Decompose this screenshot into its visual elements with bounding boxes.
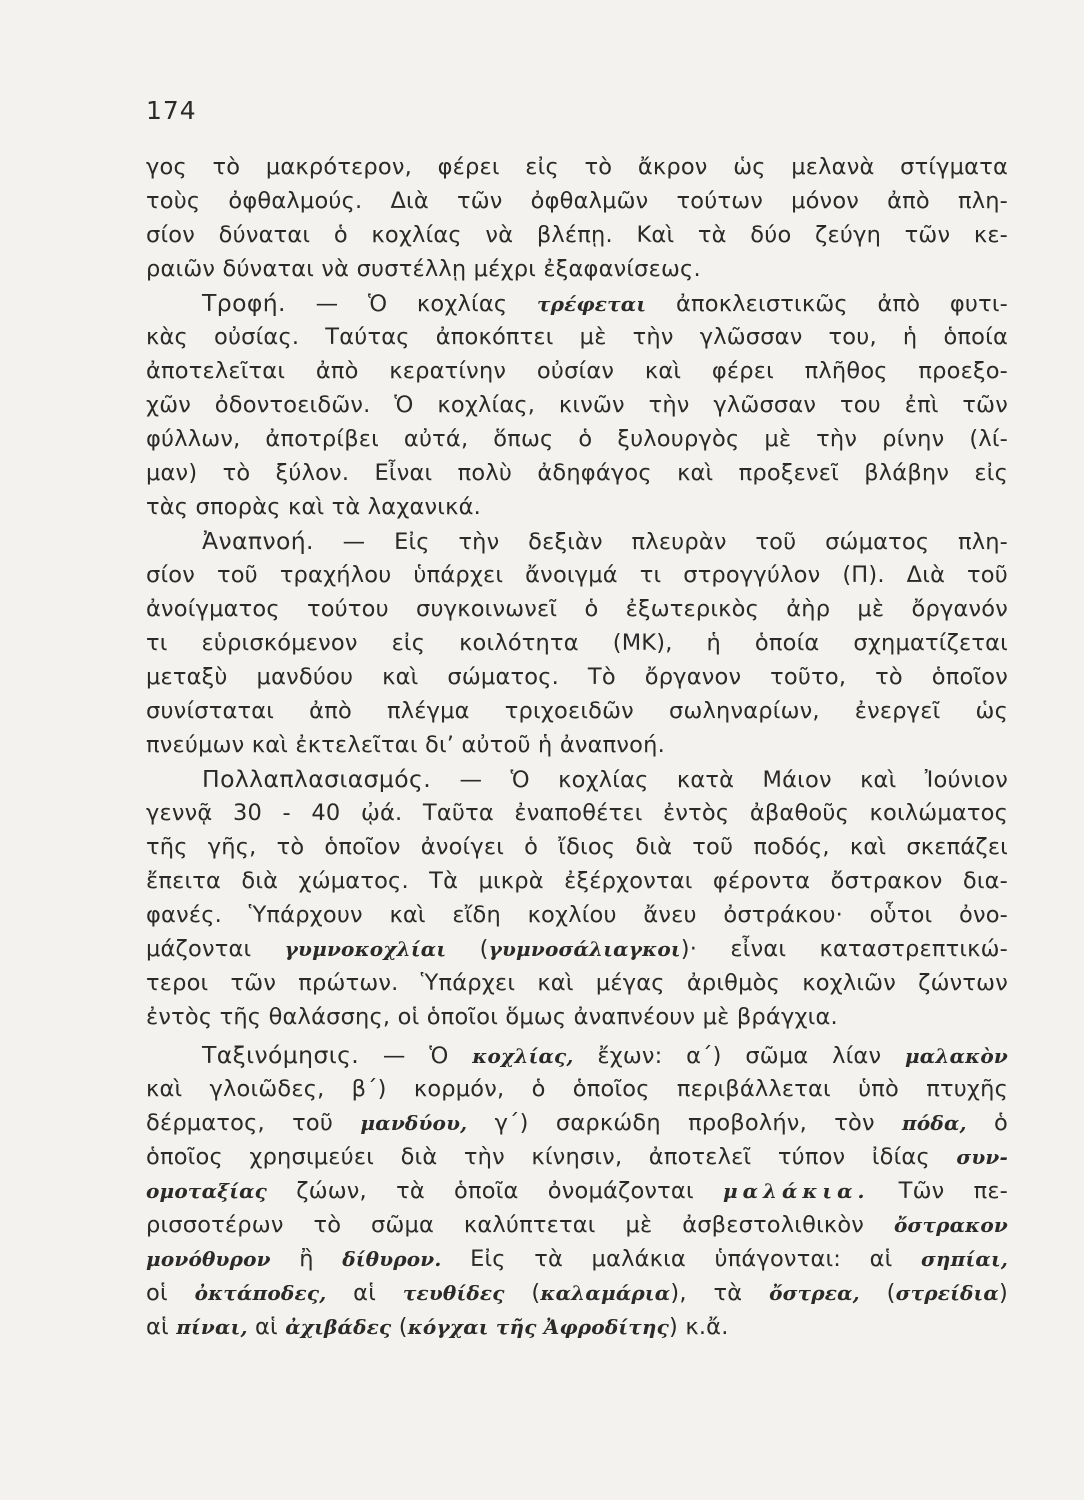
emphasized-term: ομοταξίας — [146, 1179, 268, 1203]
text-run: Εἰς τὰ μαλάκια ὑπάγονται: αἱ — [441, 1246, 921, 1272]
text-line: μαν) τὸ ξύλον. Εἶναι πολὺ ἀδηφάγος καὶ προξενεῖ βλάβην εἰς — [146, 460, 1008, 486]
text-run: αἱ — [326, 1280, 403, 1306]
paragraph-anapnoi — [146, 524, 1008, 762]
text-line — [146, 1038, 1008, 1072]
text-run: — Εἰς τὴν δεξιὰν πλευρὰν τοῦ σώματος πλη- — [313, 529, 1008, 555]
emphasized-term: μανδύου, — [360, 1111, 468, 1135]
text-line: τῆς γῆς, τὸ ὁποῖον ἀνοίγει ὁ ἴδιος διὰ τοῦ ποδός, καὶ σκεπάζει — [146, 834, 1008, 860]
text-line — [146, 762, 1008, 796]
emphasized-term: καλαμάρια — [540, 1281, 671, 1305]
text-line: ραιῶν δύναται νὰ συστέλλῃ μέχρι ἐξαφανίσεως. — [146, 256, 701, 282]
page-number: 174 — [146, 96, 197, 125]
emphasized-term: δίθυρον. — [342, 1247, 442, 1271]
text-run: ὁποῖος χρησιμεύει διὰ τὴν κίνησιν, ἀποτελεῖ τύπον ἰδίας — [146, 1144, 957, 1170]
body-text — [146, 150, 1008, 1344]
emphasized-term: τευθίδες — [402, 1281, 505, 1305]
text-run: ), τὰ — [670, 1280, 770, 1306]
text-line — [146, 1174, 1008, 1208]
text-run: )· εἶναι καταστρεπτικώ- — [680, 936, 1008, 962]
text-line: ἀνοίγματος τούτου συγκοινωνεῖ ὁ ἐξωτερικὸς ἀὴρ μὲ ὄργανόν — [146, 596, 1008, 622]
text-line: συνίσταται ἀπὸ πλέγμα τριχοειδῶν σωληναρίων, ἐνεργεῖ ὡς — [146, 698, 1008, 724]
text-run: ( — [391, 1314, 408, 1340]
text-line — [146, 1242, 1008, 1276]
emphasized-term: ὄστρακον — [893, 1213, 1008, 1237]
text-line — [146, 1208, 1008, 1242]
text-run: Τῶν πε- — [869, 1178, 1008, 1204]
text-line: τοὺς ὀφθαλμούς. Διὰ τῶν ὀφθαλμῶν τούτων μόνον ἀπὸ πλη- — [146, 188, 1008, 214]
text-run: ἢ — [270, 1246, 343, 1272]
text-run: δέρματος, τοῦ — [146, 1110, 361, 1136]
section-heading-pollaplasiasmos: Πολλαπλασιασμός. — [202, 765, 432, 793]
section-heading-taxinomisis: Ταξινόμησις. — [202, 1041, 360, 1069]
emphasized-term: κόγχαι τῆς Ἀφροδίτης — [407, 1315, 670, 1339]
emphasized-term: μαλάκια. — [722, 1179, 870, 1203]
text-line: φύλλων, ἀποτρίβει αὐτά, ὅπως ὁ ξυλουργὸς μὲ τὴν ρίνην (λί- — [146, 426, 1008, 452]
emphasized-term: ὀκτάποδες, — [194, 1281, 327, 1305]
text-run: μάζονται — [146, 936, 285, 962]
text-line — [146, 1140, 1008, 1174]
text-line — [146, 1106, 1008, 1140]
emphasized-term: στρείδια — [895, 1281, 999, 1305]
emphasized-term: ὄστρεα, — [769, 1281, 860, 1305]
text-run: — Ὁ — [359, 1043, 473, 1069]
emphasized-term: πόδα, — [902, 1111, 967, 1135]
emphasized-term: τρέφεται — [536, 292, 647, 316]
emphasized-term: συν- — [956, 1145, 1008, 1169]
text-line: πνεύμων καὶ ἐκτελεῖται δι’ αὐτοῦ ἡ ἀναπνοή. — [146, 732, 665, 758]
text-run: αἱ — [247, 1314, 286, 1340]
text-line: γος τὸ μακρότερον, φέρει εἰς τὸ ἄκρον ὡς μελανὰ στίγματα — [146, 154, 1008, 180]
paragraph-taxinomisis — [146, 1038, 1008, 1344]
text-line: τὰς σπορὰς καὶ τὰ λαχανικά. — [146, 494, 481, 520]
text-run: ( — [504, 1280, 541, 1306]
section-heading-anapnoi: Ἀναπνοή. — [202, 527, 314, 555]
emphasized-term: σηπίαι, — [920, 1247, 1008, 1271]
text-run: ἀποκλειστικῶς ἀπὸ φυτι- — [646, 291, 1009, 317]
text-run: οἱ — [146, 1280, 195, 1306]
emphasized-term: γυμνοκοχλίαι — [284, 937, 447, 961]
text-run: — Ὁ κοχλίας — [285, 291, 537, 317]
text-line: γεννᾷ 30 - 40 ᾠά. Ταῦτα ἐναποθέτει ἐντὸς ἀβαθοῦς κοιλώματος — [146, 800, 1008, 826]
text-line — [146, 1276, 1008, 1310]
text-run: ὁ — [966, 1110, 1009, 1136]
paragraph-pollaplasiasmos — [146, 762, 1008, 1034]
text-line: μεταξὺ μανδύου καὶ σώματος. Τὸ ὄργανον τοῦτο, τὸ ὁποῖον — [146, 664, 1008, 690]
text-line: τι εὑρισκόμενον εἰς κοιλότητα (ΜΚ), ἡ ὁποία σχηματίζεται — [146, 630, 1008, 656]
text-run: ρισσοτέρων τὸ σῶμα καλύπτεται μὲ ἀσβεστολιθικὸν — [146, 1212, 894, 1238]
text-line: κὰς οὐσίας. Ταύτας ἀποκόπτει μὲ τὴν γλῶσσαν του, ἡ ὁποία — [146, 324, 1008, 350]
emphasized-term: πίναι, — [176, 1315, 248, 1339]
text-line — [146, 524, 1008, 558]
text-run: ζώων, τὰ ὁποῖα ὀνομάζονται — [267, 1178, 723, 1204]
section-heading-trophi: Τροφή. — [202, 289, 286, 317]
text-line: σίον τοῦ τραχήλου ὑπάρχει ἄνοιγμά τι στρογγύλον (Π). Διὰ τοῦ — [146, 562, 1008, 588]
text-line: τεροι τῶν πρώτων. Ὑπάρχει καὶ μέγας ἀριθμὸς κοχλιῶν ζώντων — [146, 970, 1008, 996]
text-run: ἔχων: α΄) σῶμα λίαν — [573, 1043, 905, 1069]
text-line: ἐντὸς τῆς θαλάσσης, οἱ ὁποῖοι ὅμως ἀναπνέουν μὲ βράγχια. — [146, 1004, 838, 1030]
text-line — [146, 1310, 1008, 1344]
text-run: — Ὁ κοχλίας κατὰ Μάιον καὶ Ἰούνιον — [431, 767, 1008, 793]
text-line: ἀποτελεῖται ἀπὸ κερατίνην οὐσίαν καὶ φέρει πλῆθος προεξο- — [146, 358, 1008, 384]
emphasized-term: κοχλίας, — [472, 1044, 574, 1068]
text-run: ) — [999, 1280, 1008, 1306]
text-line: χῶν ὀδοντοειδῶν. Ὁ κοχλίας, κινῶν τὴν γλῶσσαν του ἐπὶ τῶν — [146, 392, 1008, 418]
emphasized-term: γυμνοσάλιαγκοι — [488, 937, 681, 961]
text-line — [146, 932, 1008, 966]
text-line: ἔπειτα διὰ χώματος. Τὰ μικρὰ ἐξέρχονται φέροντα ὄστρακον δια- — [146, 868, 1008, 894]
emphasized-term: μαλακὸν — [904, 1044, 1008, 1068]
text-run: αἱ — [146, 1314, 177, 1340]
text-line: φανές. Ὑπάρχουν καὶ εἴδη κοχλίου ἄνευ ὀστράκου· οὗτοι ὀνο- — [146, 902, 1008, 928]
text-line — [146, 286, 1008, 320]
emphasized-term: μονόθυρον — [146, 1247, 271, 1271]
paragraph-intro — [146, 150, 1008, 286]
text-run: γ΄) σαρκώδη προβολήν, τὸν — [467, 1110, 903, 1136]
text-line: σίον δύναται ὁ κοχλίας νὰ βλέπῃ. Καὶ τὰ δύο ζεύγη τῶν κε- — [146, 222, 1008, 248]
paragraph-trophi — [146, 286, 1008, 524]
text-line: καὶ γλοιῶδες, β΄) κορμόν, ὁ ὁποῖος περιβάλλεται ὑπὸ πτυχῆς — [146, 1076, 1008, 1102]
emphasized-term: ἀχιβάδες — [285, 1315, 392, 1339]
text-run: ( — [859, 1280, 896, 1306]
text-run: ( — [446, 936, 489, 962]
text-run: ) κ.ἄ. — [669, 1314, 729, 1340]
